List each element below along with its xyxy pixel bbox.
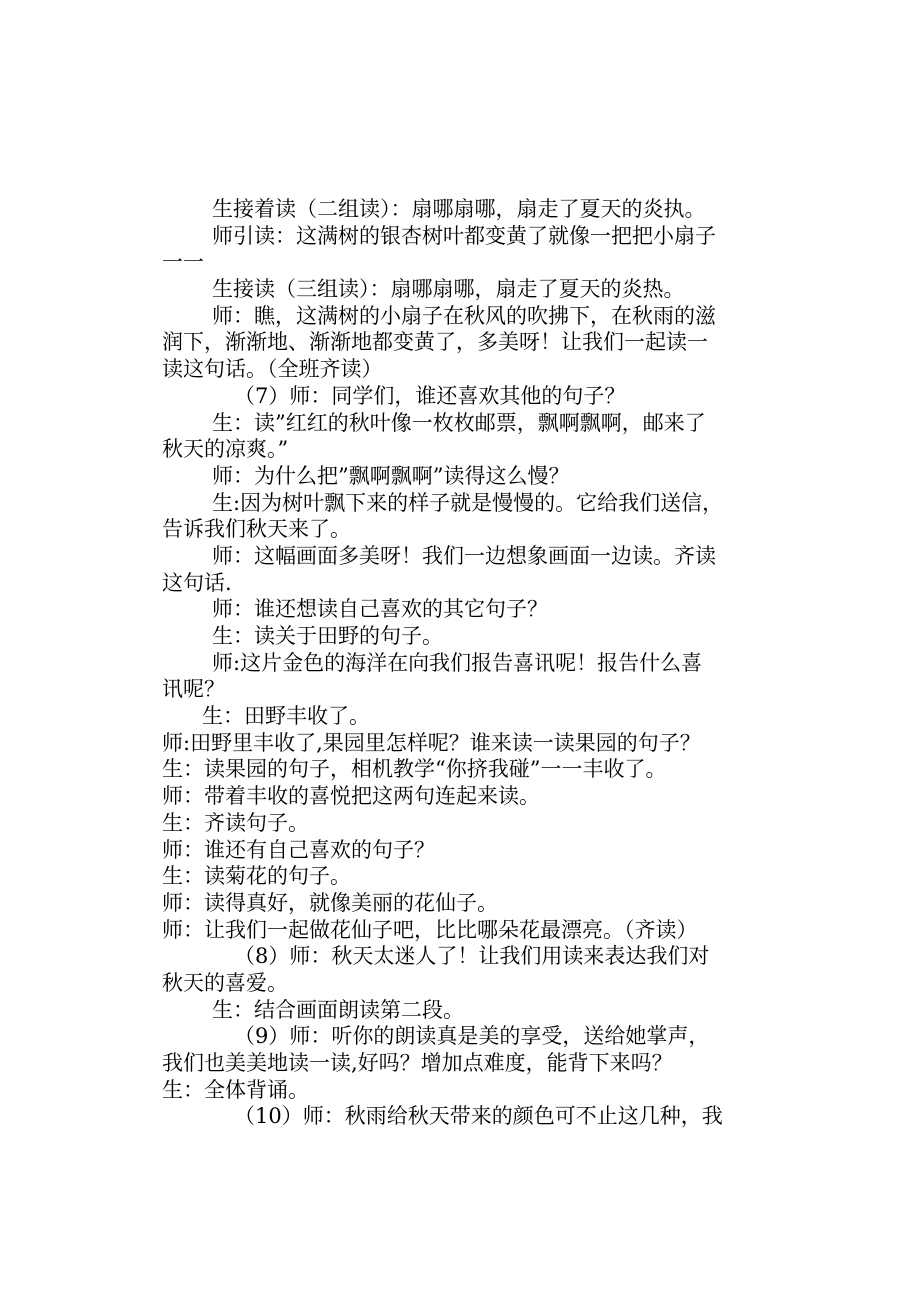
text-line: 师：谁还有自己喜欢的句子？	[162, 837, 435, 862]
text-line: 润下，渐渐地、渐渐地都变黄了，多美呀！让我们一起读一	[162, 330, 708, 355]
text-line: 师：带着丰收的喜悦把这两句连起来读。	[162, 784, 540, 809]
text-line: 师：读得真好，就像美丽的花仙子。	[162, 890, 498, 915]
text-line: 师：为什么把”飘啊飘啊”读得这么慢？	[212, 463, 570, 488]
text-line: 生：读关于田野的句子。	[212, 624, 443, 648]
text-line: （9）师：听你的朗读真是美的享受，送给她掌声，	[234, 1024, 710, 1049]
text-line: 生：读果园的句子，相机教学“你挤我碰”一一丰收了。	[162, 757, 667, 782]
text-line: 读这句话。（全班齐读）	[162, 357, 383, 382]
text-line: 秋天的喜爱。	[162, 970, 288, 995]
text-line: 我们也美美地读一读,好吗？增加点难度，能背下来吗？	[162, 1051, 673, 1075]
text-line: 生:因为树叶飘下来的样子就是慢慢的。它给我们送信，	[212, 490, 724, 515]
text-line: 生：读菊花的句子。	[162, 864, 351, 889]
text-line: 生接读（三组读）：扇哪扇哪，扇走了夏天的炎热。	[212, 277, 685, 302]
text-line: 生接着读（二组读）：扇哪扇哪，扇走了夏天的炎执。	[212, 197, 706, 221]
lesson-transcript	[162, 196, 782, 1130]
text-line: 告诉我们秋天来了。	[162, 517, 351, 542]
text-line: 讯呢？	[162, 677, 225, 702]
text-line: 师：这幅画面多美呀！我们一边想象画面一边读。齐读	[212, 543, 716, 568]
text-line: 生：齐读句子。	[162, 810, 309, 835]
text-line: 生：结合画面朗读第二段。	[212, 997, 464, 1022]
text-line: 师：谁还想读自己喜欢的其它句子？	[212, 597, 548, 622]
text-line: 师：让我们一起做花仙子吧，比比哪朵花最漂亮。（齐读）	[162, 917, 698, 942]
text-line: 师:田野里丰收了,果园里怎样呢？谁来读一读果园的句子？	[162, 730, 701, 755]
text-line: 秋天的凉爽。”	[162, 437, 289, 462]
text-line: 这句话.	[162, 570, 232, 595]
text-line: 生：全体背诵。	[162, 1077, 309, 1102]
text-line: 一一	[162, 250, 204, 275]
text-line: （10）师：秋雨给秋天带来的颜色可不止这几种，我	[234, 1104, 723, 1129]
text-line: 师:这片金色的海洋在向我们报告喜讯呢！报告什么喜	[212, 650, 703, 675]
text-line: 师引读：这满树的银杏树叶都变黄了就像一把把小扇子	[212, 223, 716, 248]
text-line: 生：读”红红的秋叶像一枚枚邮票，飘啊飘啊，邮来了	[212, 410, 706, 435]
text-line: 生：田野丰收了。	[202, 704, 370, 729]
text-line: 师：瞧，这满树的小扇子在秋风的吹拂下，在秋雨的滋	[212, 303, 716, 328]
text-line: （8）师：秋天太迷人了！让我们用读来表达我们对	[234, 944, 710, 969]
text-line: （7）师：同学们，谁还喜欢其他的句子？	[234, 383, 626, 408]
